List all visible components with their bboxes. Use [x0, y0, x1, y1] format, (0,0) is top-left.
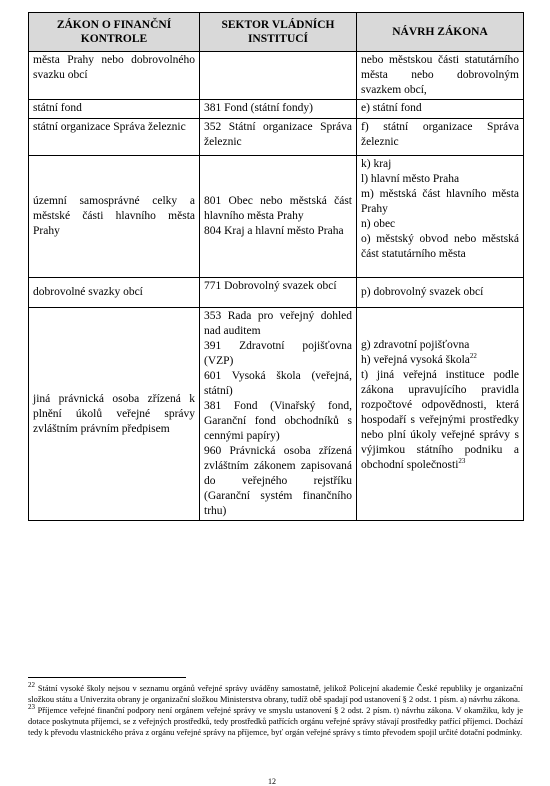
cell-line: 601 Vysoká škola (veřejná, státní) — [204, 370, 352, 397]
cell-zakon: státní organizace Správa železnic — [29, 119, 200, 156]
footnote-text: Státní vysoké školy nejsou v seznamu orgánů veřejné správy uváděny samostatně, jelikož Policejní akademie České republiky je organizační složkou státu a Univerzita obrany je organizační složkou Ministerstva obrany, tudíž obě spadají pod ustanovení § 2 odst. 1 písm. a) návrhu zákona. — [28, 684, 523, 704]
cell-line: g) zdravotní pojišťovna — [361, 339, 470, 351]
cell-sektor: 352 Státní organizace Správa železnic — [200, 119, 357, 156]
cell-line: 804 Kraj a hlavní město Praha — [204, 225, 344, 237]
footnote-number: 22 — [28, 681, 35, 690]
comparison-table — [28, 12, 524, 521]
cell-navrh: p) dobrovolný svazek obcí — [357, 278, 524, 308]
cell-sektor — [200, 308, 357, 521]
cell-line: m) městská část hlavního města Prahy — [361, 188, 519, 215]
cell-line: k) kraj — [361, 158, 392, 170]
cell-sektor — [200, 156, 357, 278]
cell-line: 391 Zdravotní pojišťovna (VZP) — [204, 340, 352, 367]
footnote-ref-23: 23 — [458, 457, 466, 466]
footnote-number: 23 — [28, 703, 35, 712]
cell-line — [361, 368, 519, 473]
cell-line-text: h) veřejná vysoká škola — [361, 354, 470, 366]
cell-line-text: t) jiná veřejná instituce podle zákona upravujícího pravidla rozpočtové odpovědnosti, která hospodaří s veřejnými prostředky nebo plní úkoly veřejné správy s výjimkou státního podniku a obchodní společnosti — [361, 369, 519, 471]
footnote-22 — [28, 683, 523, 705]
cell-line: 960 Právnická osoba zřízená zvláštním zákonem zapisovaná do veřejného rejstříku (Garanční systém finančního trhu) — [204, 445, 352, 517]
header-navrh-zakona: NÁVRH ZÁKONA — [357, 13, 524, 52]
cell-zakon: územní samosprávné celky a městské části hlavního města Prahy — [29, 156, 200, 278]
cell-line: 801 Obec nebo městská část hlavního města Prahy — [204, 195, 352, 222]
cell-zakon: města Prahy nebo dobrovolného svazku obcí — [29, 52, 200, 100]
cell-sektor: 771 Dobrovolný svazek obcí — [200, 278, 357, 308]
table-row — [29, 119, 524, 156]
footnotes — [28, 683, 523, 738]
cell-sektor: 381 Fond (státní fondy) — [200, 100, 357, 119]
table-row — [29, 156, 524, 278]
cell-navrh: nebo městskou části statutárního města nebo dobrovolným svazkem obcí, — [357, 52, 524, 100]
header-zakon-o-financni-kontrole: ZÁKON O FINANČNÍ KONTROLE — [29, 13, 200, 52]
cell-zakon: státní fond — [29, 100, 200, 119]
cell-navrh: e) státní fond — [357, 100, 524, 119]
cell-line: 353 Rada pro veřejný dohled nad auditem — [204, 310, 352, 337]
cell-line — [361, 353, 519, 368]
table-row — [29, 278, 524, 308]
cell-zakon: dobrovolné svazky obcí — [29, 278, 200, 308]
table-row — [29, 308, 524, 521]
cell-zakon: jiná právnická osoba zřízená k plnění úkolů veřejné správy zvláštním právním předpisem — [29, 308, 200, 521]
header-sektor-vladnich-instituci: SEKTOR VLÁDNÍCH INSTITUCÍ — [200, 13, 357, 52]
cell-line: o) městský obvod nebo městská část statutárního města — [361, 233, 519, 260]
cell-navrh: f) státní organizace Správa železnic — [357, 119, 524, 156]
footnote-23 — [28, 705, 523, 738]
footnote-ref-22: 22 — [469, 352, 477, 361]
cell-line: 381 Fond (Vinařský fond, Garanční fond obchodníků s cennými papíry) — [204, 400, 352, 442]
cell-navrh — [357, 308, 524, 521]
table-row — [29, 100, 524, 119]
table-row — [29, 52, 524, 100]
cell-navrh — [357, 156, 524, 278]
footnote-text: Příjemce veřejné finanční podpory není orgánem veřejné správy ve smyslu ustanovení § 2 odst. 2 písm. t) návrhu zákona. V okamžiku, kdy je dotace poskytnuta příjemci, se z veřejných prostředků, tedy prostředků patřících orgánu veřejné správy stávají prostředky patřící příjemci. Dochází tedy k převodu vlastnického práva z orgánu veřejné správy na příjemce, byť orgán veřejné správy s tímto převodem spojil určité dotační podmínky. — [28, 706, 524, 737]
footnote-separator — [28, 677, 186, 678]
cell-line: n) obec — [361, 218, 396, 230]
cell-line: l) hlavní město Praha — [361, 173, 460, 185]
page-number: 12 — [268, 777, 276, 786]
cell-sektor — [200, 52, 357, 100]
table-header-row — [29, 13, 524, 52]
